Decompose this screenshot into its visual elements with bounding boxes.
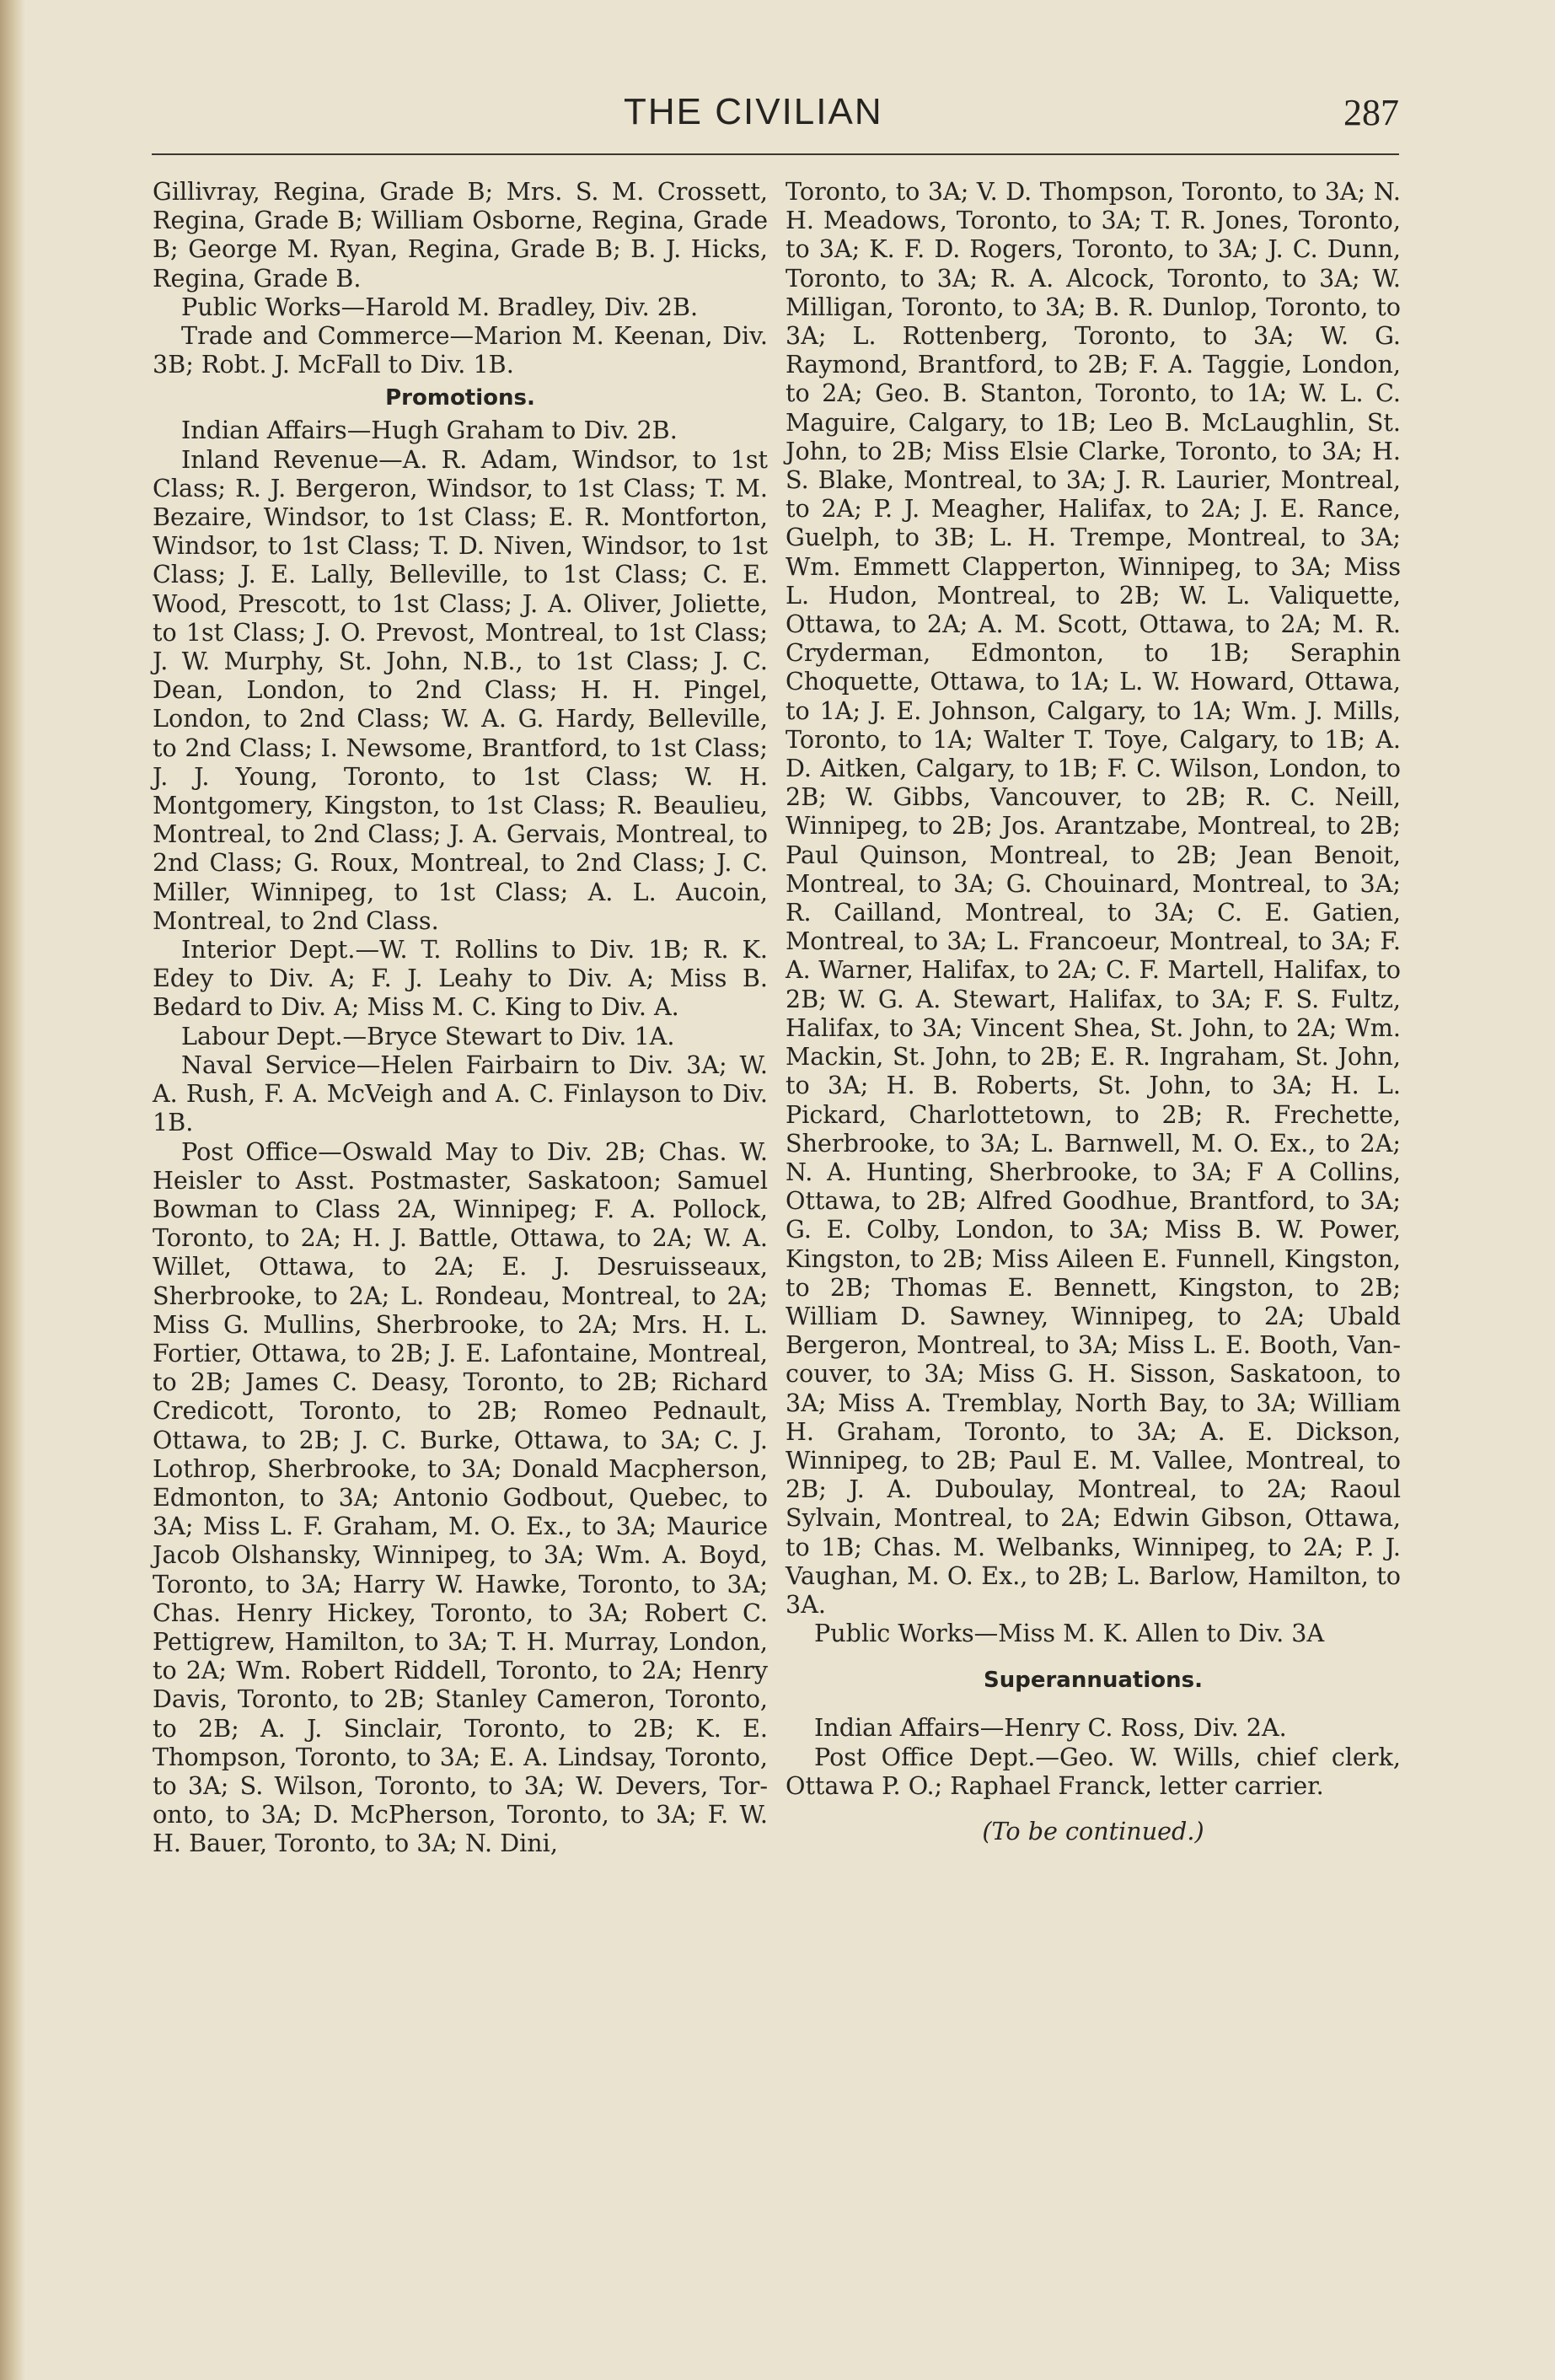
post-office-superannuations: Post Office Dept.—Geo. W. Wills, chief clerk, Ottawa P. O.; Raphael Franck, letter carrier. — [786, 1742, 1401, 1800]
labour-dept-promotion: Labour Dept.—Bryce Stewart to Div. 1A. — [181, 1021, 675, 1050]
right-column — [786, 177, 1401, 1845]
running-header — [152, 91, 1399, 142]
trade-commerce-appointment: Trade and Commerce—Marion M. Keenan, Div. 3B; Robt. J. McFall to Div. 1B. — [153, 321, 768, 379]
indian-affairs-superannuation: Indian Affairs—Henry C. Ross, Div. 2A. — [814, 1713, 1287, 1743]
inland-revenue-promotions: Inland Revenue—A. R. Adam, Windsor, to 1st Class; R. J. Bergeron, Windsor, to 1st Class; T. M. Bezaire, Windsor, to 1st Class; E. R. Montforton, Windsor, to 1st Class; T. D. Niven, Windsor, to 1st Class; J. E. Lally, Belleville, to 1st Class; C. E. Wood, Prescott, to 1st Class; J. A. Oliver, Joliette, to 1st Class; J. O. Prevost, Montreal, to 1st Class; J. W. Murphy, St. John, N.B., to 1st Class; J. C. Dean, London, to 2nd Class; H. H. Pingel, London, to 2nd Class; W. A. G. Hardy, Belleville, to 2nd Class; I. Newsome, Brantford, to 1st Class; J. J. Young, Toronto, to 1st Class; W. H. Montgomery, Kingston, to 1st Class; R. Beaulieu, Montreal, to 2nd Class; J. A. Gervais, Montreal, to 2nd Class; G. Roux, Montreal, to 2nd Class; J. C. Miller, Winnipeg, to 1st Class; A. L. Aucoin, Montreal, to 2nd Class. — [153, 444, 768, 935]
to-be-continued-note: (To be continued.) — [982, 1816, 1204, 1845]
promotions-heading: Promotions. — [385, 385, 535, 411]
naval-service-promotions: Naval Service—Helen Fairbairn to Div. 3A; W. A. Rush, F. A. McVeigh and A. C. Finlayson to Div. 1B. — [153, 1050, 768, 1137]
appointments-continued: Gillivray, Regina, Grade B; Mrs. S. M. Crossett, Regina, Grade B; William Osborne, Regina, Grade B; George M. Ryan, Regina, Grade B; B. J. Hicks, Regina, Grade B. — [153, 177, 768, 293]
header-rule — [152, 153, 1399, 155]
left-column — [153, 177, 768, 1858]
superannuations-heading: Superannuations. — [984, 1668, 1203, 1694]
post-office-promotions-continued: Toronto, to 3A; V. D. Thompson, Toronto, to 3A; N. H. Meadows, Toronto, to 3A; T. R. Jones, Toronto, to 3A; K. F. D. Rogers, Toronto, to 3A; J. C. Dunn, Toronto, to 3A; R. A. Alcock, Toronto, to 3A; W. Milligan, Toronto, to 3A; B. R. Dunlop, Toronto, to 3A; L. Rottenberg, Toronto, to 3A; W. G. Raymond, Brantford, to 2B; F. A. Taggie, London, to 2A; Geo. B. Stanton, Toronto, to 1A; W. L. C. Maguire, Calgary, to 1B; Leo B. McLaughlin, St. John, to 2B; Miss Elsie Clarke, Toronto, to 3A; H. S. Blake, Montreal, to 3A; J. R. Laurier, Montreal, to 2A; P. J. Meagher, Halifax, to 2A; J. E. Rance, Guelph, to 3B; L. H. Trempe, Montreal, to 3A; Wm. Emmett Clapperton, Winnipeg, to 3A; Miss L. Hudon, Montreal, to 2B; W. L. Valiquette, Ottawa, to 2A; A. M. Scott, Ottawa, to 2A; M. R. Cryderman, Edmonton, to 1B; Seraphin Choquette, Ottawa, to 1A; L. W. Howard, Ottawa, to 1A; J. E. Johnson, Calgary, to 1A; Wm. J. Mills, Toronto, to 1A; Walter T. Toye, Calgary, to 1B; A. D. Aitken, Calgary, to 1B; F. C. Wilson, London, to 2B; W. Gibbs, Vancouver, to 2B; R. C. Neill, Winnipeg, to 2B; Jos. Arantzabe, Montreal, to 2B; Paul Quinson, Montreal, to 2B; Jean Benoit, Montreal, to 3A; G. Chouinard, Montreal, to 3A; R. Cailland, Montreal, to 3A; C. E. Gatien, Montreal, to 3A; L. Francoeur, Montreal, to 3A; F. A. Warner, Halifax, to 2A; C. F. Martell, Halifax, to 2B; W. G. A. Stewart, Halifax, to 3A; F. S. Fultz, Halifax, to 3A; Vincent Shea, St. John, to 2A; Wm. Mackin, St. John, to 2B; E. R. Ingraham, St. John, to 3A; H. B. Roberts, St. John, to 3A; H. L. Pickard, Charlottetown, to 2B; R. Frechette, Sherbrooke, to 3A; L. Barnwell, M. O. Ex., to 2A; N. A. Hunting, Sherbrooke, to 3A; F A Collins, Ottawa, to 2B; Alfred Goodhue, Brantford, to 3A; G. E. Colby, London, to 3A; Miss B. W. Power, Kingston, to 2B; Miss Aileen E. Funnell, Kingston, to 2B; Thomas E. Bennett, Kingston, to 2B; William D. Sawney, Winnipeg, to 2A; Ubald Bergeron, Montreal, to 3A; Miss L. E. Booth, Vancouver, to 3A; Miss G. H. Sisson, Saskatoon, to 3A; Miss A. Tremblay, North Bay, to 3A; William H. Graham, Toronto, to 3A; A. E. Dickson, Winnipeg, to 2B; Paul E. M. Vallee, Montreal, to 2B; J. A. Duboulay, Montreal, to 2A; Raoul Sylvain, Montreal, to 2A; Edwin Gibson, Ottawa, to 1B; Chas. M. Welbanks, Winnipeg, to 2A; P. J. Vaughan, M. O. Ex., to 2B; L. Barlow, Hamilton, to 3A. — [786, 177, 1401, 1619]
page-number: 287 — [1343, 92, 1399, 133]
interior-dept-promotions: Interior Dept.—W. T. Rollins to Div. 1B; R. K. Edey to Div. A; F. J. Leahy to Div. A; Miss B. Bedard to Div. A; Miss M. C. King to Div. A. — [153, 935, 768, 1022]
public-works-appointment: Public Works—Harold M. Bradley, Div. 2B. — [181, 292, 699, 321]
publication-title: THE CIVILIAN — [624, 91, 883, 132]
post-office-promotions: Post Office—Oswald May to Div. 2B; Chas. W. Heisler to Asst. Postmaster, Saskatoon; Samuel Bowman to Class 2A, Winnipeg; F. A. Pollock, Toronto, to 2A; H. J. Battle, Ottawa, to 2A; W. A. Willet, Ottawa, to 2A; E. J. Desruisseaux, Sherbrooke, to 2A; L. Rondeau, Montreal, to 2A; Miss G. Mullins, Sherbrooke, to 2A; Mrs. H. L. Fortier, Ottawa, to 2B; J. E. Lafontaine, Montreal, to 2B; James C. Deasy, Toronto, to 2B; Richard Credicott, Toronto, to 2B; Romeo Pednault, Ottawa, to 2B; J. C. Burke, Ottawa, to 3A; C. J. Lothrop, Sherbrooke, to 3A; Donald Macpherson, Edmonton, to 3A; Antonio Godbout, Quebec, to 3A; Miss L. F. Graham, M. O. Ex., to 3A; Maurice Jacob Olshansky, Winnipeg, to 3A; Wm. A. Boyd, Toronto, to 3A; Harry W. Hawke, Toronto, to 3A; Chas. Henry Hickey, Toronto, to 3A; Robert C. Pettigrew, Hamilton, to 3A; T. H. Murray, London, to 2A; Wm. Robert Riddell, Toronto, to 2A; Henry Davis, Toronto, to 2B; Stanley Cameron, Toronto, to 2B; A. J. Sinclair, Toronto, to 2B; K. E. Thompson, Toronto, to 3A; E. A. Lindsay, Toronto, to 3A; S. Wilson, Toronto, to 3A; W. Devers, Toronto, to 3A; D. McPherson, Toronto, to 3A; F. W. H. Bauer, Toronto, to 3A; N. Dini, — [153, 1136, 768, 1858]
indian-affairs-promotion: Indian Affairs—Hugh Graham to Div. 2B. — [181, 416, 678, 445]
public-works-promotion: Public Works—Miss M. K. Allen to Div. 3A — [814, 1619, 1325, 1648]
page-spine-shadow — [0, 0, 25, 2380]
